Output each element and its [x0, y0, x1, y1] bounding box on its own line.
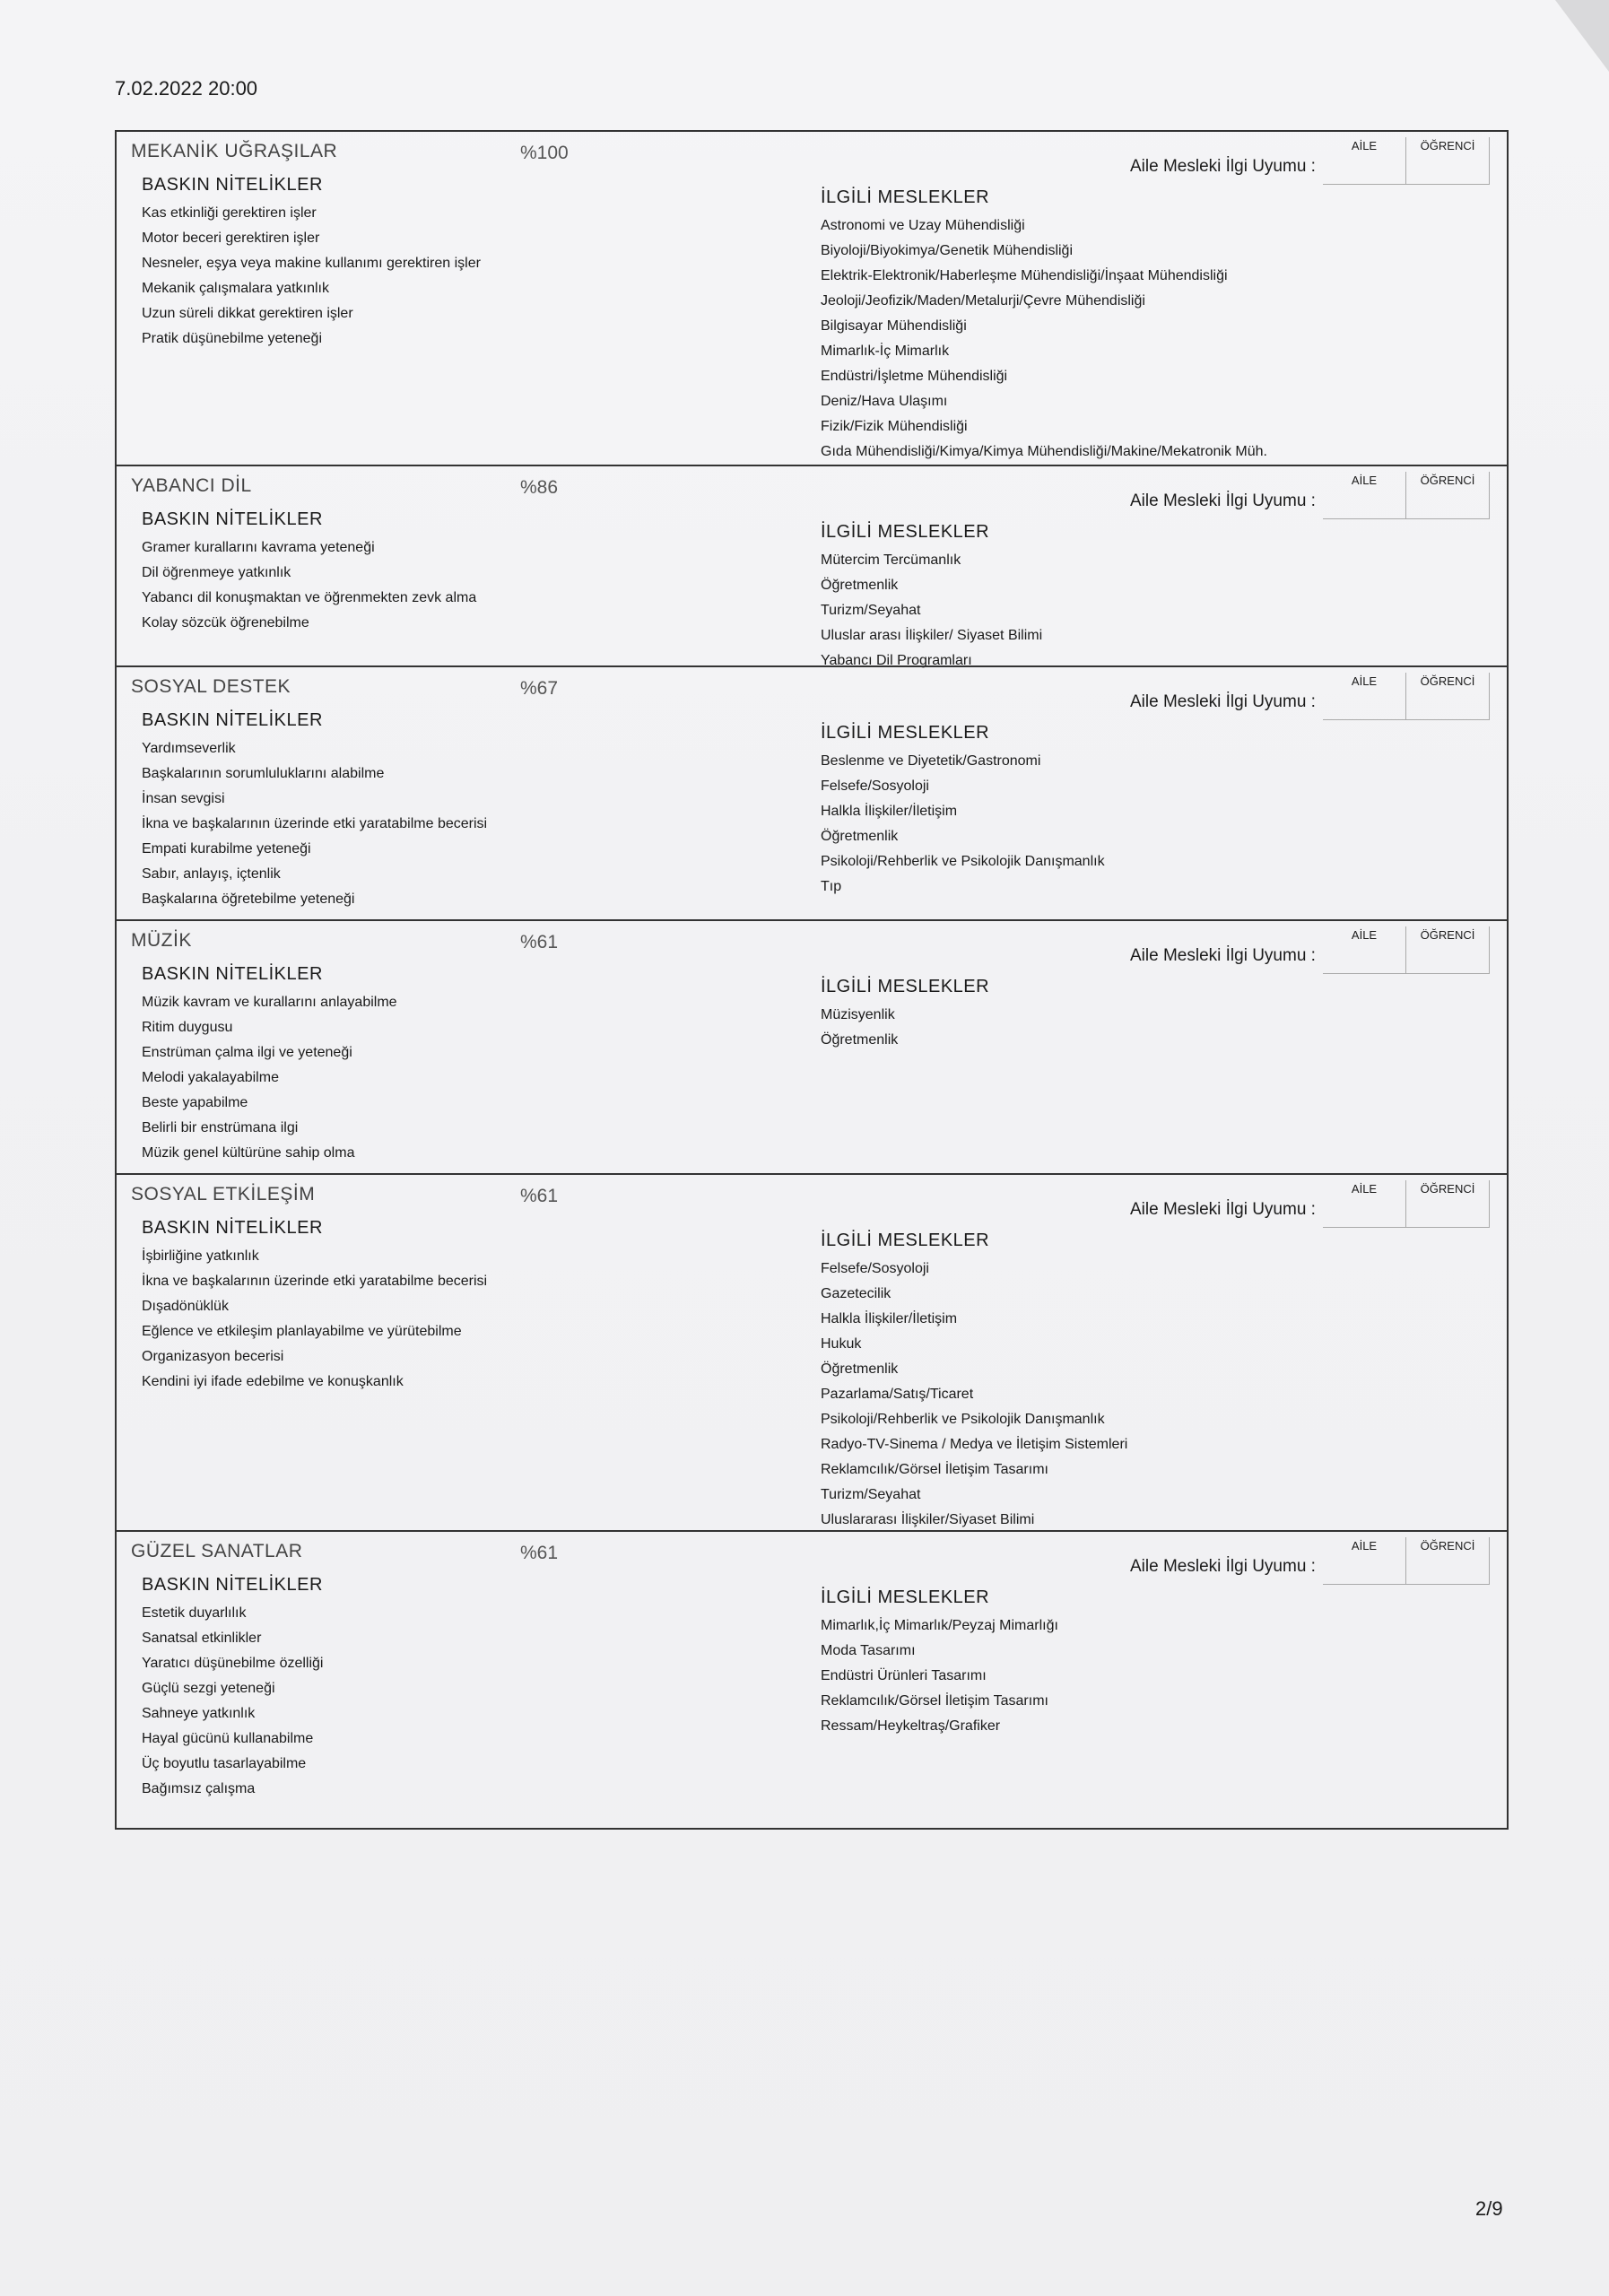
- career-item: Reklamcılık/Görsel İletişim Tasarımı: [821, 1693, 1048, 1709]
- careers-column: [821, 187, 1267, 465]
- trait-item: Gramer kurallarını kavrama yeteneği: [142, 540, 375, 555]
- section-title: MÜZİK: [131, 930, 192, 951]
- trait-item: Ritim duygusu: [142, 1020, 233, 1035]
- section-percentage: %61: [520, 1543, 559, 1563]
- section-sosyal-etkilesim: [115, 1173, 1509, 1532]
- careers-column: [821, 723, 1105, 900]
- section-percentage: %67: [520, 678, 559, 699]
- section-percentage: %61: [520, 932, 559, 952]
- section-title: SOSYAL ETKİLEŞİM: [131, 1184, 316, 1205]
- section-yabanci-dil: [115, 465, 1509, 667]
- section-percentage: %86: [520, 477, 559, 498]
- student-box[interactable]: [1406, 1180, 1490, 1228]
- career-item: Moda Tasarımı: [821, 1643, 916, 1658]
- career-item: Ressam/Heykeltraş/Grafiker: [821, 1718, 1001, 1734]
- career-item: Felsefe/Sosyoloji: [821, 778, 929, 794]
- career-item: Elektrik-Elektronik/Haberleşme Mühendisliği/İnşaat Mühendisliği: [821, 268, 1228, 283]
- family-fit-label: Aile Mesleki İlgi Uyumu :: [1130, 1557, 1316, 1576]
- trait-item: Pratik düşünebilme yeteneği: [142, 331, 323, 346]
- family-box[interactable]: [1323, 137, 1406, 185]
- section-title: YABANCI DİL: [131, 475, 252, 496]
- career-item: Mimarlık,İç Mimarlık/Peyzaj Mimarlığı: [821, 1618, 1058, 1633]
- career-item: Gazetecilik: [821, 1286, 891, 1301]
- trait-item: Sabır, anlayış, içtenlik: [142, 866, 281, 882]
- career-item: Beslenme ve Diyetetik/Gastronomi: [821, 753, 1041, 769]
- family-box[interactable]: [1323, 1537, 1406, 1585]
- traits-heading: BASKIN NİTELİKLER: [142, 175, 323, 195]
- trait-item: Yaratıcı düşünebilme özelliği: [142, 1656, 324, 1671]
- student-box-label: ÖĞRENCİ: [1420, 1182, 1475, 1196]
- trait-item: Yardımseverlik: [142, 741, 236, 756]
- trait-item: Yabancı dil konuşmaktan ve öğrenmekten zevk alma: [142, 590, 477, 605]
- section-percentage: %100: [520, 143, 569, 163]
- family-box[interactable]: [1323, 673, 1406, 720]
- traits-heading: BASKIN NİTELİKLER: [142, 1575, 323, 1595]
- traits-heading: BASKIN NİTELİKLER: [142, 710, 323, 730]
- career-item: Öğretmenlik: [821, 829, 899, 844]
- trait-item: Empati kurabilme yeteneği: [142, 841, 311, 857]
- student-box-label: ÖĞRENCİ: [1420, 1539, 1475, 1552]
- careers-column: [821, 522, 1042, 674]
- family-box-label: AİLE: [1351, 928, 1378, 942]
- rating-boxes: [1323, 926, 1490, 974]
- career-item: Pazarlama/Satış/Ticaret: [821, 1387, 974, 1402]
- trait-item: Melodi yakalayabilme: [142, 1070, 279, 1085]
- career-item: Hukuk: [821, 1336, 862, 1352]
- family-box-label: AİLE: [1351, 674, 1378, 688]
- career-item: Psikoloji/Rehberlik ve Psikolojik Danışmanlık: [821, 854, 1105, 869]
- career-item: Tıp: [821, 879, 842, 894]
- trait-item: Estetik duyarlılık: [142, 1605, 247, 1621]
- section-muzik: [115, 919, 1509, 1175]
- career-item: Jeoloji/Jeofizik/Maden/Metalurji/Çevre Mühendisliği: [821, 293, 1145, 309]
- career-item: Reklamcılık/Görsel İletişim Tasarımı: [821, 1462, 1048, 1477]
- careers-heading: İLGİLİ MESLEKLER: [821, 1587, 990, 1607]
- family-fit-label: Aile Mesleki İlgi Uyumu :: [1130, 491, 1316, 510]
- student-box[interactable]: [1406, 673, 1490, 720]
- career-item: Psikoloji/Rehberlik ve Psikolojik Danışmanlık: [821, 1412, 1105, 1427]
- trait-item: Hayal gücünü kullanabilme: [142, 1731, 314, 1746]
- student-box-label: ÖĞRENCİ: [1420, 928, 1475, 942]
- career-item: Uluslararası İlişkiler/Siyaset Bilimi: [821, 1512, 1035, 1527]
- trait-item: İşbirliğine yatkınlık: [142, 1248, 259, 1264]
- career-item: Halkla İlişkiler/İletişim: [821, 804, 958, 819]
- trait-item: Başkalarının sorumluluklarını alabilme: [142, 766, 385, 781]
- trait-item: Sanatsal etkinlikler: [142, 1631, 262, 1646]
- family-box[interactable]: [1323, 472, 1406, 519]
- rating-boxes: [1323, 472, 1490, 519]
- career-item: Öğretmenlik: [821, 1361, 899, 1377]
- careers-column: [821, 1231, 1127, 1533]
- trait-item: Dil öğrenmeye yatkınlık: [142, 565, 291, 580]
- print-date: 7.02.2022 20:00: [115, 77, 258, 100]
- traits-column: [142, 1218, 487, 1395]
- trait-item: Enstrüman çalma ilgi ve yeteneği: [142, 1045, 352, 1060]
- careers-heading: İLGİLİ MESLEKLER: [821, 522, 990, 542]
- career-item: Uluslar arası İlişkiler/ Siyaset Bilimi: [821, 628, 1043, 643]
- trait-item: Üç boyutlu tasarlayabilme: [142, 1756, 307, 1771]
- section-title: MEKANİK UĞRAŞILAR: [131, 141, 338, 161]
- career-item: Yabancı Dil Programları: [821, 653, 972, 668]
- trait-item: Kas etkinliği gerektiren işler: [142, 205, 317, 221]
- student-box-label: ÖĞRENCİ: [1420, 139, 1475, 152]
- career-item: Felsefe/Sosyoloji: [821, 1261, 929, 1276]
- trait-item: Nesneler, eşya veya makine kullanımı gerektiren işler: [142, 256, 481, 271]
- trait-item: Güçlü sezgi yeteneği: [142, 1681, 275, 1696]
- section-percentage: %61: [520, 1186, 559, 1206]
- career-item: Turizm/Seyahat: [821, 603, 921, 618]
- traits-heading: BASKIN NİTELİKLER: [142, 509, 323, 529]
- trait-item: Bağımsız çalışma: [142, 1781, 256, 1796]
- section-title: GÜZEL SANATLAR: [131, 1541, 303, 1561]
- section-guzel-sanatlar: [115, 1530, 1509, 1830]
- trait-item: Eğlence ve etkileşim planlayabilme ve yürütebilme: [142, 1324, 462, 1339]
- career-item: Fizik/Fizik Mühendisliği: [821, 419, 968, 434]
- career-item: Turizm/Seyahat: [821, 1487, 921, 1502]
- family-fit-label: Aile Mesleki İlgi Uyumu :: [1130, 1200, 1316, 1219]
- student-box[interactable]: [1406, 137, 1490, 185]
- rating-boxes: [1323, 1537, 1490, 1585]
- family-box-label: AİLE: [1351, 1539, 1378, 1552]
- career-item: Biyoloji/Biyokimya/Genetik Mühendisliği: [821, 243, 1074, 258]
- section-title: SOSYAL DESTEK: [131, 676, 291, 697]
- family-fit-label: Aile Mesleki İlgi Uyumu :: [1130, 946, 1316, 965]
- page-number: 2/9: [1475, 2197, 1503, 2220]
- trait-item: Sahneye yatkınlık: [142, 1706, 256, 1721]
- trait-item: Motor beceri gerektiren işler: [142, 230, 320, 246]
- rating-boxes: [1323, 137, 1490, 185]
- career-item: Deniz/Hava Ulaşımı: [821, 394, 948, 409]
- trait-item: Beste yapabilme: [142, 1095, 248, 1110]
- family-box-label: AİLE: [1351, 139, 1378, 152]
- careers-heading: İLGİLİ MESLEKLER: [821, 1231, 990, 1250]
- student-box-label: ÖĞRENCİ: [1420, 474, 1475, 487]
- trait-item: Kolay sözcük öğrenebilme: [142, 615, 309, 631]
- traits-heading: BASKIN NİTELİKLER: [142, 964, 323, 984]
- trait-item: Müzik genel kültürüne sahip olma: [142, 1145, 355, 1161]
- student-box-label: ÖĞRENCİ: [1420, 674, 1475, 688]
- trait-item: İkna ve başkalarının üzerinde etki yaratabilme becerisi: [142, 816, 488, 831]
- family-fit-label: Aile Mesleki İlgi Uyumu :: [1130, 157, 1316, 176]
- careers-heading: İLGİLİ MESLEKLER: [821, 187, 990, 207]
- career-item: Radyo-TV-Sinema / Medya ve İletişim Sistemleri: [821, 1437, 1128, 1452]
- traits-column: [142, 1575, 323, 1802]
- career-item: Endüstri/İşletme Mühendisliği: [821, 369, 1008, 384]
- career-item: Öğretmenlik: [821, 578, 899, 593]
- careers-column: [821, 1587, 1058, 1739]
- student-box[interactable]: [1406, 1537, 1490, 1585]
- rating-boxes: [1323, 1180, 1490, 1228]
- section-sosyal-destek: [115, 665, 1509, 921]
- career-item: Öğretmenlik: [821, 1032, 899, 1048]
- careers-column: [821, 977, 989, 1053]
- trait-item: Kendini iyi ifade edebilme ve konuşkanlık: [142, 1374, 404, 1389]
- family-box[interactable]: [1323, 926, 1406, 974]
- traits-column: [142, 964, 397, 1166]
- trait-item: Organizasyon becerisi: [142, 1349, 284, 1364]
- traits-column: [142, 509, 476, 636]
- student-box[interactable]: [1406, 472, 1490, 519]
- student-box[interactable]: [1406, 926, 1490, 974]
- family-box[interactable]: [1323, 1180, 1406, 1228]
- trait-item: Mekanik çalışmalara yatkınlık: [142, 281, 329, 296]
- rating-boxes: [1323, 673, 1490, 720]
- careers-heading: İLGİLİ MESLEKLER: [821, 723, 990, 743]
- careers-heading: İLGİLİ MESLEKLER: [821, 977, 990, 996]
- career-item: Astronomi ve Uzay Mühendisliği: [821, 218, 1025, 233]
- trait-item: Başkalarına öğretebilme yeteneği: [142, 891, 355, 907]
- family-box-label: AİLE: [1351, 474, 1378, 487]
- career-item: Bilgisayar Mühendisliği: [821, 318, 967, 334]
- trait-item: Dışadönüklük: [142, 1299, 229, 1314]
- career-item: Mütercim Tercümanlık: [821, 552, 961, 568]
- trait-item: İkna ve başkalarının üzerinde etki yaratabilme becerisi: [142, 1274, 488, 1289]
- career-item: Endüstri Ürünleri Tasarımı: [821, 1668, 987, 1683]
- section-mekanik: [115, 130, 1509, 466]
- trait-item: Uzun süreli dikkat gerektiren işler: [142, 306, 353, 321]
- trait-item: İnsan sevgisi: [142, 791, 225, 806]
- folded-corner: [1555, 0, 1609, 72]
- traits-column: [142, 710, 487, 912]
- career-item: Müzisyenlik: [821, 1007, 895, 1022]
- career-item: Halkla İlişkiler/İletişim: [821, 1311, 958, 1326]
- traits-heading: BASKIN NİTELİKLER: [142, 1218, 323, 1238]
- trait-item: Müzik kavram ve kurallarını anlayabilme: [142, 995, 397, 1010]
- family-box-label: AİLE: [1351, 1182, 1378, 1196]
- career-item: Gıda Mühendisliği/Kimya/Kimya Mühendisliği/Makine/Mekatronik Müh.: [821, 444, 1267, 459]
- family-fit-label: Aile Mesleki İlgi Uyumu :: [1130, 692, 1316, 711]
- career-item: Mimarlık-İç Mimarlık: [821, 344, 950, 359]
- trait-item: Belirli bir enstrümana ilgi: [142, 1120, 299, 1135]
- traits-column: [142, 175, 481, 352]
